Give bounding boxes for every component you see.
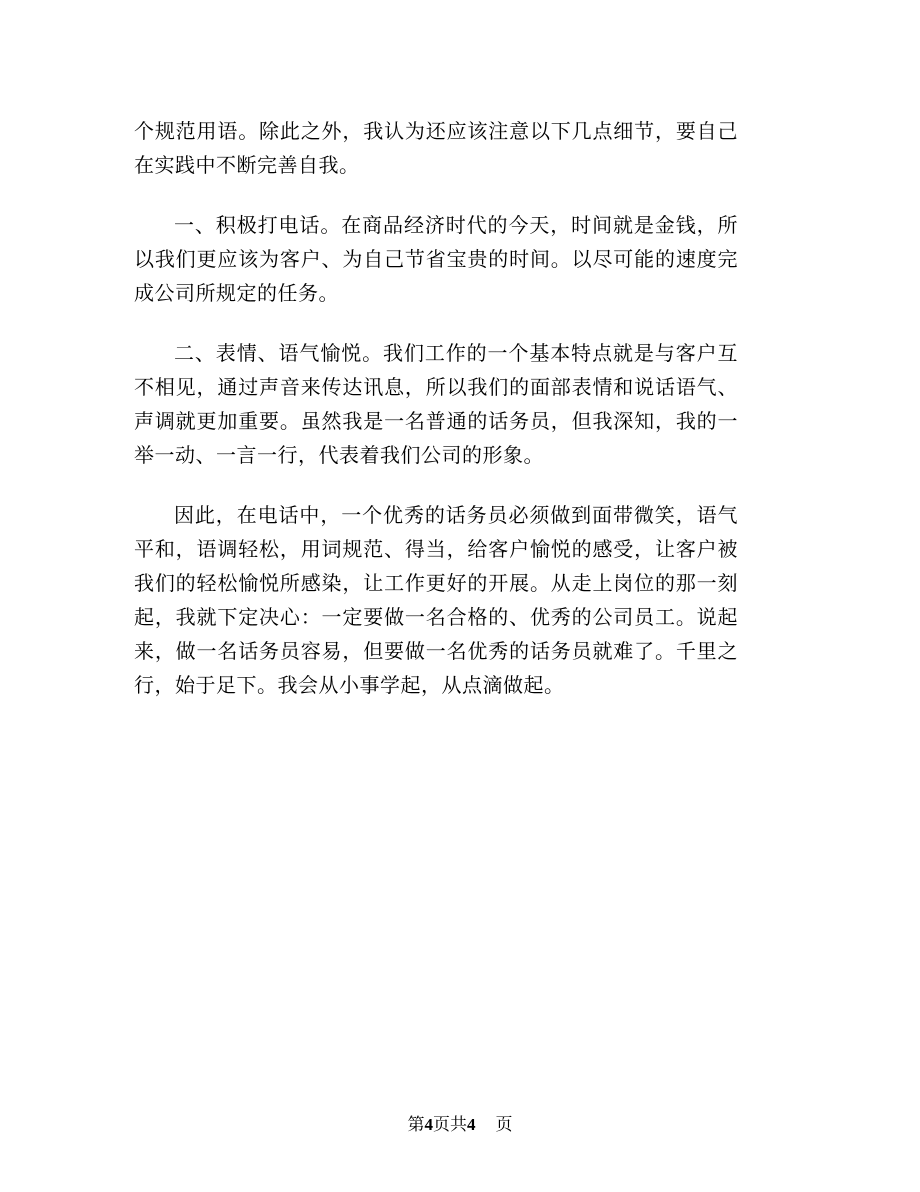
footer-middle: 页共 bbox=[433, 1115, 467, 1135]
paragraph-continuation: 个规范用语。除此之外，我认为还应该注意以下几点细节，要自己在实践中不断完善自我。 bbox=[134, 119, 738, 177]
paragraph-conclusion: 因此，在电话中，一个优秀的话务员必须做到面带微笑，语气平和，语调轻松，用词规范、得当，给客户愉悦的感受，让客户被我们的轻松愉悦所感染，让工作更好的开展。从走上岗位的那一刻起，我就下定决心：一定要做一名合格的、优秀的公司员工。说起来，做一名话务员容易，但要做一名优秀的话务员就难了。千里之行，始于足下。我会从小事学起，从点滴做起。 bbox=[134, 503, 738, 697]
footer-current-page: 4 bbox=[424, 1115, 433, 1134]
page-footer bbox=[0, 1114, 920, 1136]
body-text bbox=[134, 114, 738, 728]
paragraph-point-two: 二、表情、语气愉悦。我们工作的一个基本特点就是与客户互不相见，通过声音来传达讯息，所以我们的面部表情和说话语气、声调就更加重要。虽然我是一名普通的话务员，但我深知，我的一举一动、一言一行，代表着我们公司的形象。 bbox=[134, 341, 738, 467]
paragraph-point-one: 一、积极打电话。在商品经济时代的今天，时间就是金钱，所以我们更应该为客户、为自己节省宝贵的时间。以尽可能的速度完成公司所规定的任务。 bbox=[134, 213, 738, 305]
footer-prefix: 第 bbox=[407, 1115, 425, 1135]
footer-total-pages: 4 bbox=[467, 1115, 476, 1134]
footer-suffix: 页 bbox=[495, 1115, 513, 1135]
